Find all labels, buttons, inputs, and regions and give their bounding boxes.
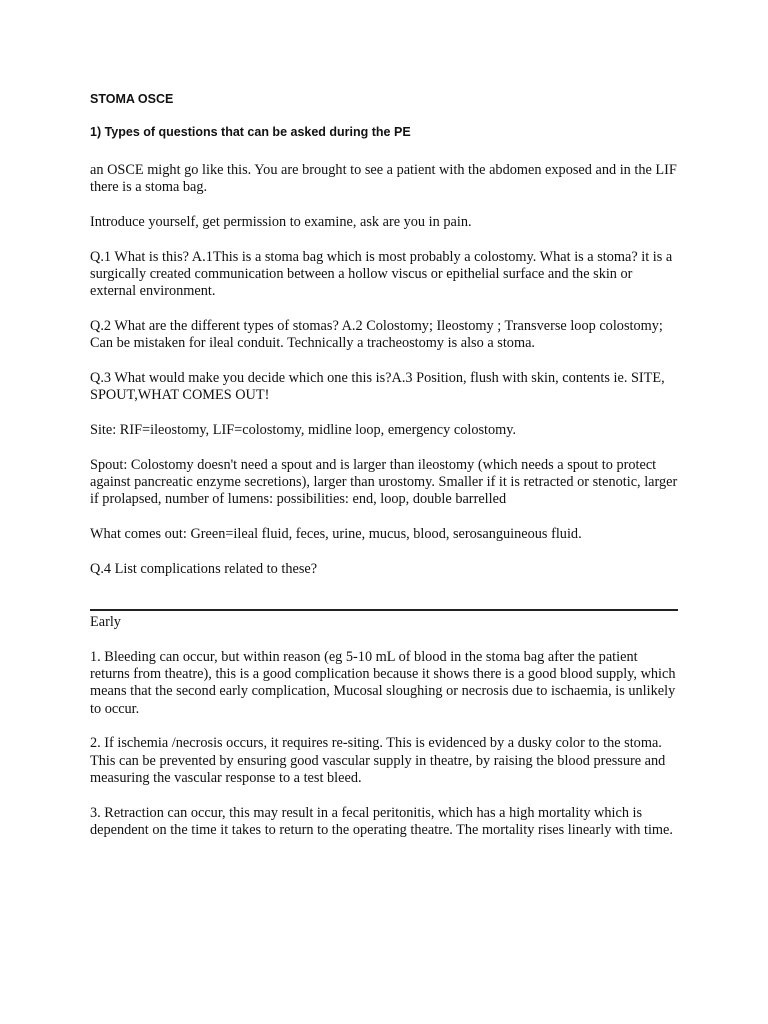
paragraph: Introduce yourself, get permission to examine, ask are you in pain.: [90, 214, 472, 230]
list-item: 3. Retraction can occur, this may result in a fecal peritonitis, which has a high mortality which is dependent on the time it takes to return to the operating theatre. The mortality rises linearly with time.: [90, 804, 673, 839]
paragraph: Spout: Colostomy doesn't need a spout and is larger than ileostomy (which needs a spout to protect against pancreatic enzyme secretions), larger than urostomy. Smaller if it is retracted or stenotic, larger if prolapsed, number of lumens: possibilities: end, loop, double barrelled: [90, 456, 678, 508]
paragraph: Q.3 What would make you decide which one this is?A.3 Position, flush with skin, contents ie. SITE, SPOUT,WHAT COMES OUT!: [90, 370, 665, 404]
list-item: 2. If ischemia /necrosis occurs, it requires re-siting. This is evidenced by a dusky color to the stoma. This can be prevented by ensuring good vascular supply in theatre, by raising the blood pressure and measuring the vascular response to a test bleed.: [90, 735, 666, 787]
document-title: STOMA OSCE: [90, 92, 174, 106]
section-label: Early: [90, 614, 121, 630]
horizontal-divider: [90, 609, 678, 611]
paragraph: Site: RIF=ileostomy, LIF=colostomy, midline loop, emergency colostomy.: [90, 422, 517, 438]
complications-section: [90, 614, 680, 857]
paragraph: Q.4 List complications related to these?: [90, 560, 318, 577]
paragraph: an OSCE might go like this. You are brought to see a patient with the abdomen exposed and in the LIF there is a stoma bag.: [90, 162, 677, 196]
paragraph: What comes out: Green=ileal fluid, feces, urine, mucus, blood, serosanguineous fluid.: [90, 526, 582, 542]
list-item: 1. Bleeding can occur, but within reason (eg 5-10 mL of blood in the stoma bag after the patient returns from theatre), this is a good complication because it shows there is a good blood supply, which means that the second early complication, Mucosal sloughing or necrosis due to ischaemia, is unlikely to occur.: [90, 648, 676, 717]
paragraph: Q.1 What is this? A.1This is a stoma bag which is most probably a colostomy. What is a stoma? it is a surgically created communication between a hollow viscus or epithelial surface and the skin or external environment.: [90, 248, 673, 300]
paragraph: Q.2 What are the different types of stomas? A.2 Colostomy; Ileostomy ; Transverse loop colostomy; Can be mistaken for ileal conduit. Technically a tracheostomy is also a stoma.: [90, 318, 663, 352]
body-text: [90, 162, 680, 595]
section-heading: 1) Types of questions that can be asked during the PE: [90, 125, 411, 139]
